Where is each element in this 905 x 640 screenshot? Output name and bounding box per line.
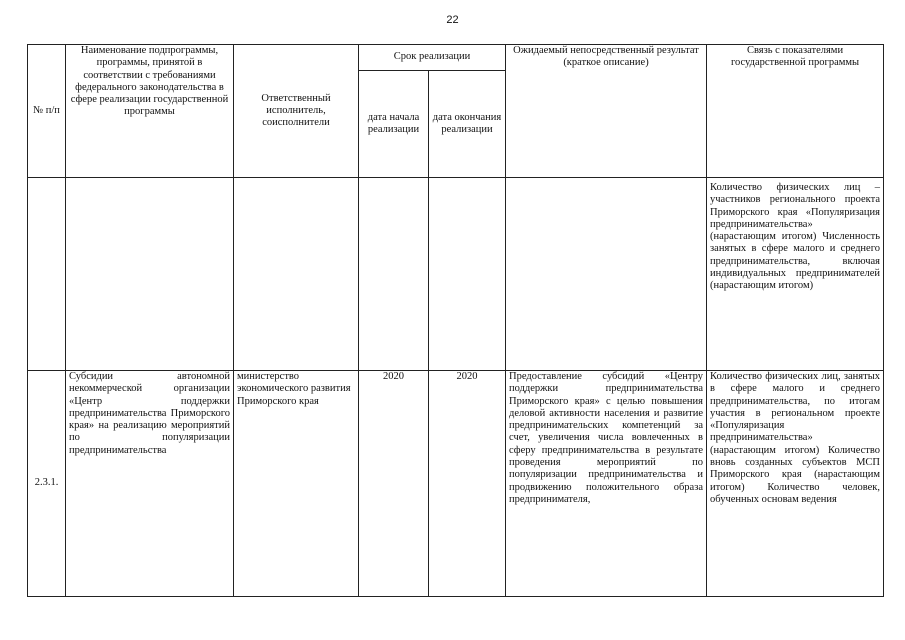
cell-link: Количество физических лиц – участников регионального проекта Приморского края «Популяризация предпринимательства» (нарастающим итогом) Численность занятых в сфере малого и среднего предпринимательства, включая индивидуальных предпринимателей (нарастающим итогом) (707, 178, 884, 371)
header-start: дата начала реализации (359, 71, 429, 178)
table-row (28, 371, 884, 597)
header-end: дата окончания реализации (429, 71, 506, 178)
cell-start (359, 178, 429, 371)
cell-result: Предоставление субсидий «Центру поддержки предпринимательства Приморского края» с целью повышения деловой активности населения и развитие предпринимательских компетенций за счет, увеличения числа вовлеченных в сферу предпринимательства в результате проведения мероприятий по популяризации предпринимательства и продвижению положительного образа предпринимателя, (506, 371, 707, 597)
page-number: 22 (446, 14, 459, 26)
cell-result (506, 178, 707, 371)
cell-name: Субсидии автономной некоммерческой организации «Центр поддержки предпринимательства Приморского края» на реализацию мероприятий по популяризации предпринимательства (66, 371, 234, 597)
cell-num (28, 178, 66, 371)
header-link: Связь с показателями государственной программы (707, 45, 884, 178)
cell-end: 2020 (429, 371, 506, 597)
cell-executor (234, 178, 359, 371)
header-name: Наименование подпрограммы, программы, принятой в соответствии с требованиями федерального законодательства в сфере реализации государственной программы (66, 45, 234, 178)
header-period: Срок реализации (359, 45, 506, 71)
cell-start: 2020 (359, 371, 429, 597)
cell-num: 2.3.1. (28, 371, 66, 597)
table-row (28, 178, 884, 371)
header-result: Ожидаемый непосредственный результат (краткое описание) (506, 45, 707, 178)
cell-link: Количество физических лиц, занятых в сфере малого и среднего предпринимательства, по итогам участия в региональном проекте «Популяризация предпринимательства» (нарастающим итогом) Количество вновь созданных субъектов МСП Приморского края (нарастающим итогом) Количество человек, обученных основам ведения (707, 371, 884, 597)
header-executor: Ответственный исполнитель, соисполнители (234, 45, 359, 178)
cell-end (429, 178, 506, 371)
header-num: № п/п (28, 45, 66, 178)
cell-name (66, 178, 234, 371)
program-table (27, 44, 884, 597)
cell-executor: министерство экономического развития Приморского края (234, 371, 359, 597)
